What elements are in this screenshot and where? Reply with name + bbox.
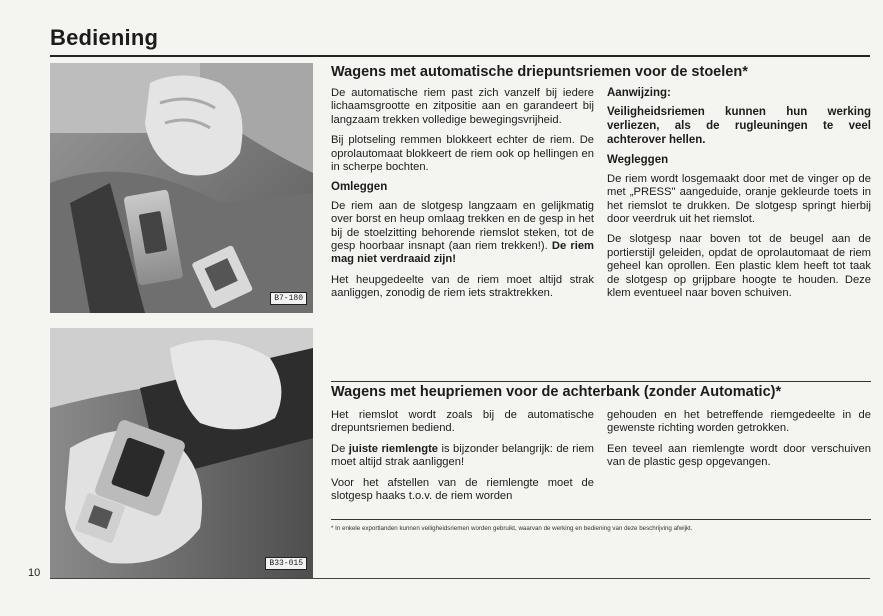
bottom-rule [50, 578, 870, 579]
paragraph: Het riemslot wordt zoals bij de automatische drepuntsriemen bediend. [331, 409, 594, 435]
footnote: * In enkele exportlanden kunnen veiligheidsriemen worden gebruikt, waarvan de werking en bediening van deze beschrijving afwijkt. [331, 525, 693, 532]
paragraph [331, 200, 594, 267]
photo-lap-belt-image [50, 328, 313, 578]
footnote-divider [331, 519, 871, 520]
paragraph: Een teveel aan riemlengte wordt door verschuiven van de plastic gesp opgevangen. [607, 442, 871, 469]
paragraph: gehouden en het betreffende riemgedeelte in de gewenste richting worden getrokken. [607, 409, 871, 435]
warning-text: Veiligheidsriemen kunnen hun werking verliezen, als de rugleuningen te veel achterover hellen. [607, 106, 871, 147]
paragraph: De riem wordt losgemaakt door met de vinger op de met „PRESS" aangeduide, oranje gekleurde toets in het riemslot te drukken. De slotgesp springt hierbij door veerdruk uit het riemslot. [607, 172, 871, 226]
photo-code: B7-180 [270, 292, 307, 305]
section-divider [331, 381, 871, 382]
photo-belt-buckle [50, 63, 313, 313]
heading-rule [50, 55, 870, 57]
text: is bijzonder belangrijk: de riem moet altijd strak aanliggen! [331, 442, 594, 469]
emphasis-text: juiste riemlengte [348, 442, 439, 455]
paragraph: De slotgesp naar boven tot de beugel aan de portierstijl geleiden, opdat de oprolautomaat de riem geheel kan oprollen. Een plastic klem heeft tot taak de slotgesp op grijpbare hoogte te houden. Deze klem eventueel naar boven schuiven. [607, 233, 871, 300]
subheading-aanwijzing: Aanwijzing: [607, 87, 671, 99]
paragraph [331, 443, 594, 470]
text: De riem aan de slotgesp langzaam en gelijkmatig over borst en heup omlaag trekken en de gesp in het bij de stoelzitting behorende riemslot steken, tot de gesp hoorbaar insnapt (aan riem trekken!). [331, 199, 594, 253]
section1-right-column [607, 87, 871, 307]
subheading-wegleggen: Wegleggen [607, 154, 669, 167]
photo-belt-buckle-image [50, 63, 313, 313]
page-heading: Bediening [50, 25, 159, 50]
photo-lap-belt [50, 328, 313, 578]
paragraph: Bij plotseling remmen blokkeert echter de riem. De oprolautomaat blokkeert de riem ook op hellingen en in scherpe bochten. [331, 134, 594, 174]
section-title-automatic-belts: Wagens met automatische driepuntsriemen voor de stoelen* [331, 64, 748, 80]
subheading-omleggen: Omleggen [331, 181, 388, 194]
section1-left-column [331, 87, 594, 308]
paragraph: Voor het afstellen van de riemlengte moet de slotgesp haaks t.o.v. de riem worden [331, 476, 594, 503]
photo-code: B33-015 [265, 557, 307, 570]
text: De [331, 442, 349, 455]
section-title-lap-belts: Wagens met heupriemen voor de achterbank (zonder Automatic)* [331, 384, 782, 400]
page-number: 10 [28, 567, 41, 579]
emphasis-text: De riem mag niet verdraaid zijn! [331, 240, 595, 266]
paragraph: De automatische riem past zich vanzelf bij iedere lichaamsgrootte en zitpositie aan en garandeert bij langzaam trekken volledige bewegingsvrijheid. [331, 87, 594, 126]
paragraph: Het heupgedeelte van de riem moet altijd strak aanliggen, zonodig de riem iets straktrekken. [331, 273, 594, 300]
section2-left-column [331, 409, 594, 510]
section2-right-column [607, 409, 871, 477]
